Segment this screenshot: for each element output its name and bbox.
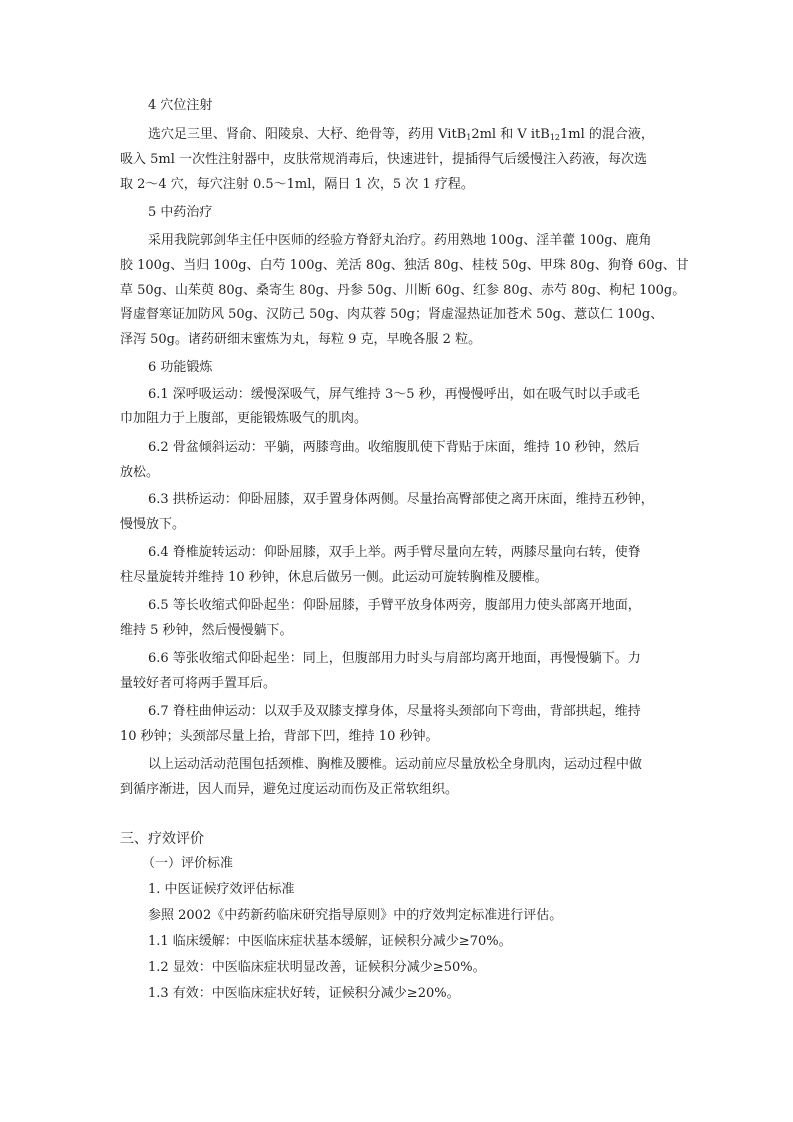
exercise-6-5-line-1: 6.5 等长收缩式仰卧起坐：仰卧屈膝，手臂平放身体两旁，腹部用力使头部离开地面， [148,598,641,613]
item-tcm-syndrome-criteria: 1. 中医证候疗效评估标准 [148,882,295,897]
heading-herbal-treatment: 5 中药治疗 [148,205,213,220]
herbal-line-5: 泽泻 50g。诸药研细末蜜炼为丸，每粒 9 克，早晚各服 2 粒。 [120,332,482,347]
heading-functional-exercise: 6 功能锻炼 [148,360,213,375]
exercise-6-1-line-1: 6.1 深呼吸运动：缓慢深吸气，屏气维持 3～5 秒，再慢慢呼出，如在吸气时以手或毛 [148,387,640,402]
herbal-line-1: 采用我院郭剑华主任中医师的经验方脊舒丸治疗。药用熟地 100g、淫羊藿 100g、鹿角 [148,233,652,248]
criterion-marked-effect: 1.2 显效：中医临床症状明显改善，证候积分减少≥50%。 [148,960,486,975]
subheading-evaluation-criteria: （一）评价标准 [142,856,234,871]
exercise-6-5-line-2: 维持 5 秒钟，然后慢慢躺下。 [120,623,293,638]
herbal-line-3: 草 50g、山茱萸 80g、桑寄生 80g、丹参 50g、川断 60g、红参 80g、赤芍 80g、枸杞 100g。 [120,283,686,298]
acupoint-paragraph-line-2: 吸入 5ml 一次性注射器中，皮肤常规消毒后，快速进针，提插得气后缓慢注入药液，每次选 [120,152,648,167]
exercise-6-3-line-2: 慢慢放下。 [120,517,186,532]
exercise-6-3-line-1: 6.3 拱桥运动：仰卧屈膝，双手置身体两侧。尽量抬高臀部使之离开床面，维持五秒钟， [148,492,654,507]
exercise-6-2-line-2: 放松。 [120,465,160,480]
exercise-6-6-line-2: 量较好者可将两手置耳后。 [120,676,277,691]
reference-guideline: 参照 2002《中药新药临床研究指导原则》中的疗效判定标准进行评估。 [148,908,563,923]
exercise-6-6-line-1: 6.6 等张收缩式仰卧起坐：同上，但腹部用力时头与肩部均离开地面，再慢慢躺下。力 [148,651,641,666]
exercise-6-1-line-2: 巾加阻力于上腹部，更能锻炼吸气的肌肉。 [120,411,368,426]
acupoint-paragraph-line-3: 取 2～4 穴，每穴注射 0.5～1ml，隔日 1 次，5 次 1 疗程。 [120,177,474,192]
criterion-clinical-remission: 1.1 临床缓解：中医临床症状基本缓解，证候积分减少≥70%。 [148,934,512,949]
acupoint-paragraph-line-1 [148,127,660,146]
exercise-6-7-line-1: 6.7 脊柱曲伸运动：以双手及双膝支撑身体，尽量将头颈部向下弯曲，背部拱起，维持 [148,704,641,719]
herbal-line-2: 胶 100g、当归 100g、白芍 100g、羌活 80g、独活 80g、桂枝 50g、甲珠 80g、狗脊 60g、甘 [120,258,689,273]
exercise-6-7-line-2: 10 秒钟；头颈部尽量上抬，背部下凹，维持 10 秒钟。 [120,729,439,744]
herbal-line-4: 肾虚督寒证加防风 50g、汉防己 50g、肉苁蓉 50g；肾虚湿热证加苍术 50g、薏苡仁 100g、 [120,307,664,322]
exercise-6-4-line-2: 柱尽量旋转并维持 10 秒钟，休息后做另一侧。此运动可旋转胸椎及腰椎。 [120,570,548,585]
exercise-6-4-line-1: 6.4 脊椎旋转运动：仰卧屈膝，双手上举。两手臂尽量向左转，两膝尽量向右转，使脊 [148,545,641,560]
text-segment: 选穴足三里、肾俞、阳陵泉、大杼、绝骨等，药用 VitB$_1$2ml 和 V itB$_{12}$1ml 的混合液， [148,127,654,142]
exercise-summary-line-1: 以上运动活动范围包括颈椎、胸椎及腰椎。运动前应尽量放松全身肌肉，运动过程中做 [148,757,643,772]
exercise-6-2-line-1: 6.2 骨盆倾斜运动：平躺，两膝弯曲。收缩腹肌使下背贴于床面，维持 10 秒钟，然后 [148,440,640,455]
heading-acupoint-injection: 4 穴位注射 [148,98,213,113]
heading-efficacy-evaluation: 三、疗效评价 [120,831,204,847]
criterion-effective: 1.3 有效：中医临床症状好转，证候积分减少≥20%。 [148,986,460,1001]
exercise-summary-line-2: 到循序渐进，因人而异，避免过度运动而伤及正常软组织。 [120,782,459,797]
